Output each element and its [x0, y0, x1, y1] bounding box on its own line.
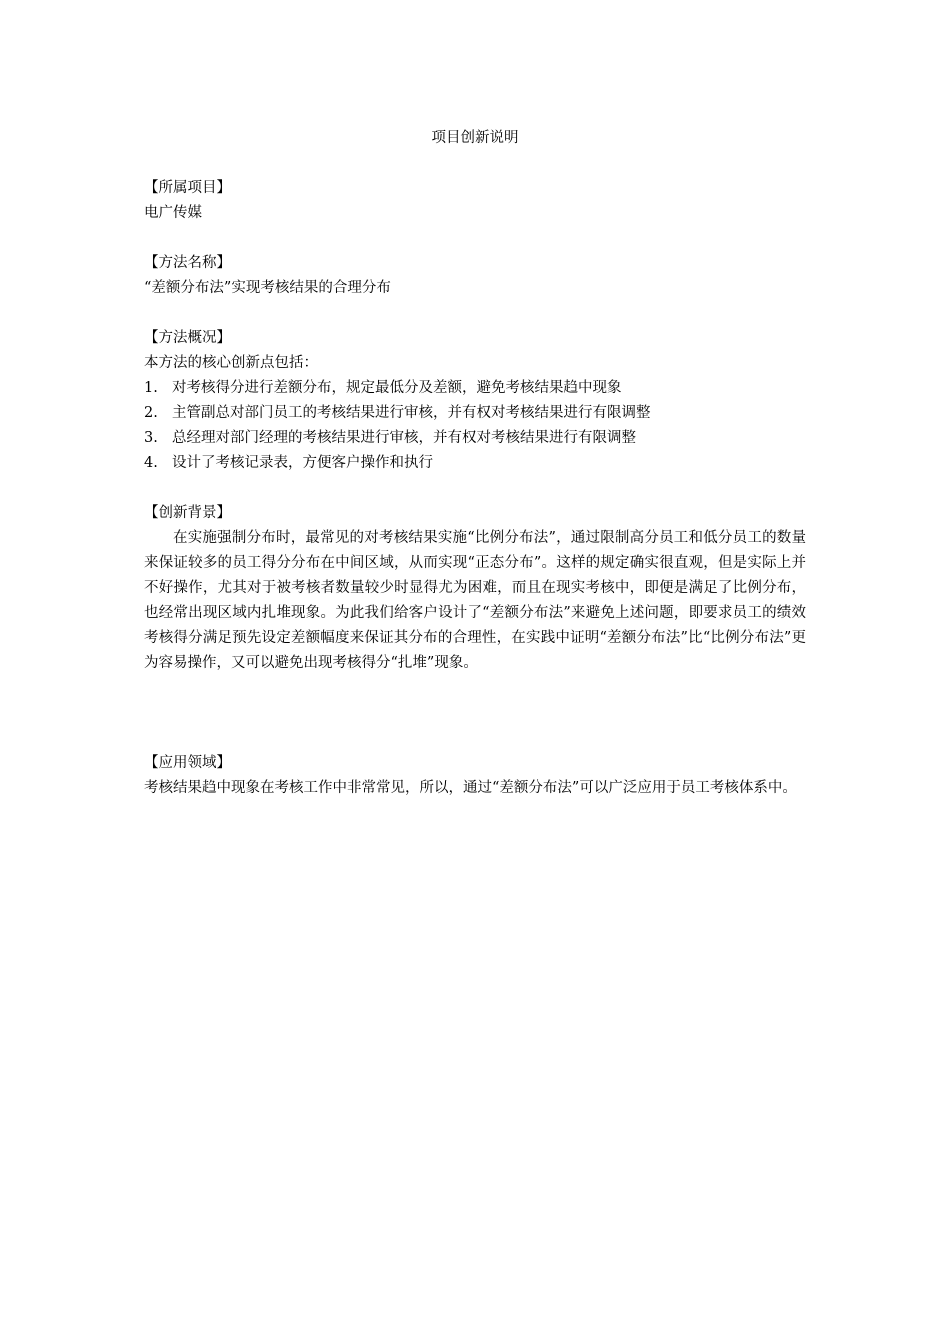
list-item-text: 主管副总对部门员工的考核结果进行审核，并有权对考核结果进行有限调整	[172, 405, 651, 421]
background-heading: 【创新背景】	[144, 505, 231, 521]
list-item-number: 4.	[144, 455, 158, 471]
document-title: 项目创新说明	[431, 130, 519, 146]
overview-list-item	[144, 401, 806, 426]
overview-list-item	[144, 376, 806, 401]
application-section	[144, 751, 806, 801]
list-item-number: 1.	[144, 380, 158, 396]
method-name-heading: 【方法名称】	[144, 255, 231, 271]
project-value: 电广传媒	[144, 205, 202, 221]
overview-list-item	[144, 451, 806, 476]
overview-section	[144, 326, 806, 476]
list-item-text: 设计了考核记录表，方便客户操作和执行	[172, 455, 433, 471]
list-item-text: 总经理对部门经理的考核结果进行审核，并有权对考核结果进行有限调整	[172, 430, 636, 446]
method-name-value: “差额分布法”实现考核结果的合理分布	[144, 280, 391, 296]
method-name-section	[144, 251, 806, 301]
project-section	[144, 176, 806, 226]
overview-list-item	[144, 426, 806, 451]
document-body	[144, 126, 806, 801]
overview-heading: 【方法概况】	[144, 330, 231, 346]
overview-intro: 本方法的核心创新点包括：	[144, 355, 318, 371]
list-item-text: 对考核得分进行差额分布，规定最低分及差额，避免考核结果趋中现象	[172, 380, 622, 396]
project-heading: 【所属项目】	[144, 180, 231, 196]
application-paragraph: 考核结果趋中现象在考核工作中非常常见，所以，通过“差额分布法”可以广泛应用于员工考核体系中。	[144, 780, 797, 796]
background-section	[144, 501, 806, 676]
background-paragraph: 在实施强制分布时，最常见的对考核结果实施“比例分布法”，通过限制高分员工和低分员工的数量来保证较多的员工得分分布在中间区域，从而实现“正态分布”。这样的规定确实很直观，但是实际上并不好操作，尤其对于被考核者数量较少时显得尤为困难，而且在现实考核中，即便是满足了比例分布，也经常出现区域内扎堆现象。为此我们给客户设计了“差额分布法”来避免上述问题，即要求员工的绩效考核得分满足预先设定差额幅度来保证其分布的合理性，在实践中证明“差额分布法”比“比例分布法”更为容易操作，又可以避免出现考核得分“扎堆”现象。	[144, 530, 806, 671]
list-item-number: 3.	[144, 430, 158, 446]
list-item-number: 2.	[144, 405, 158, 421]
application-heading: 【应用领域】	[144, 755, 231, 771]
